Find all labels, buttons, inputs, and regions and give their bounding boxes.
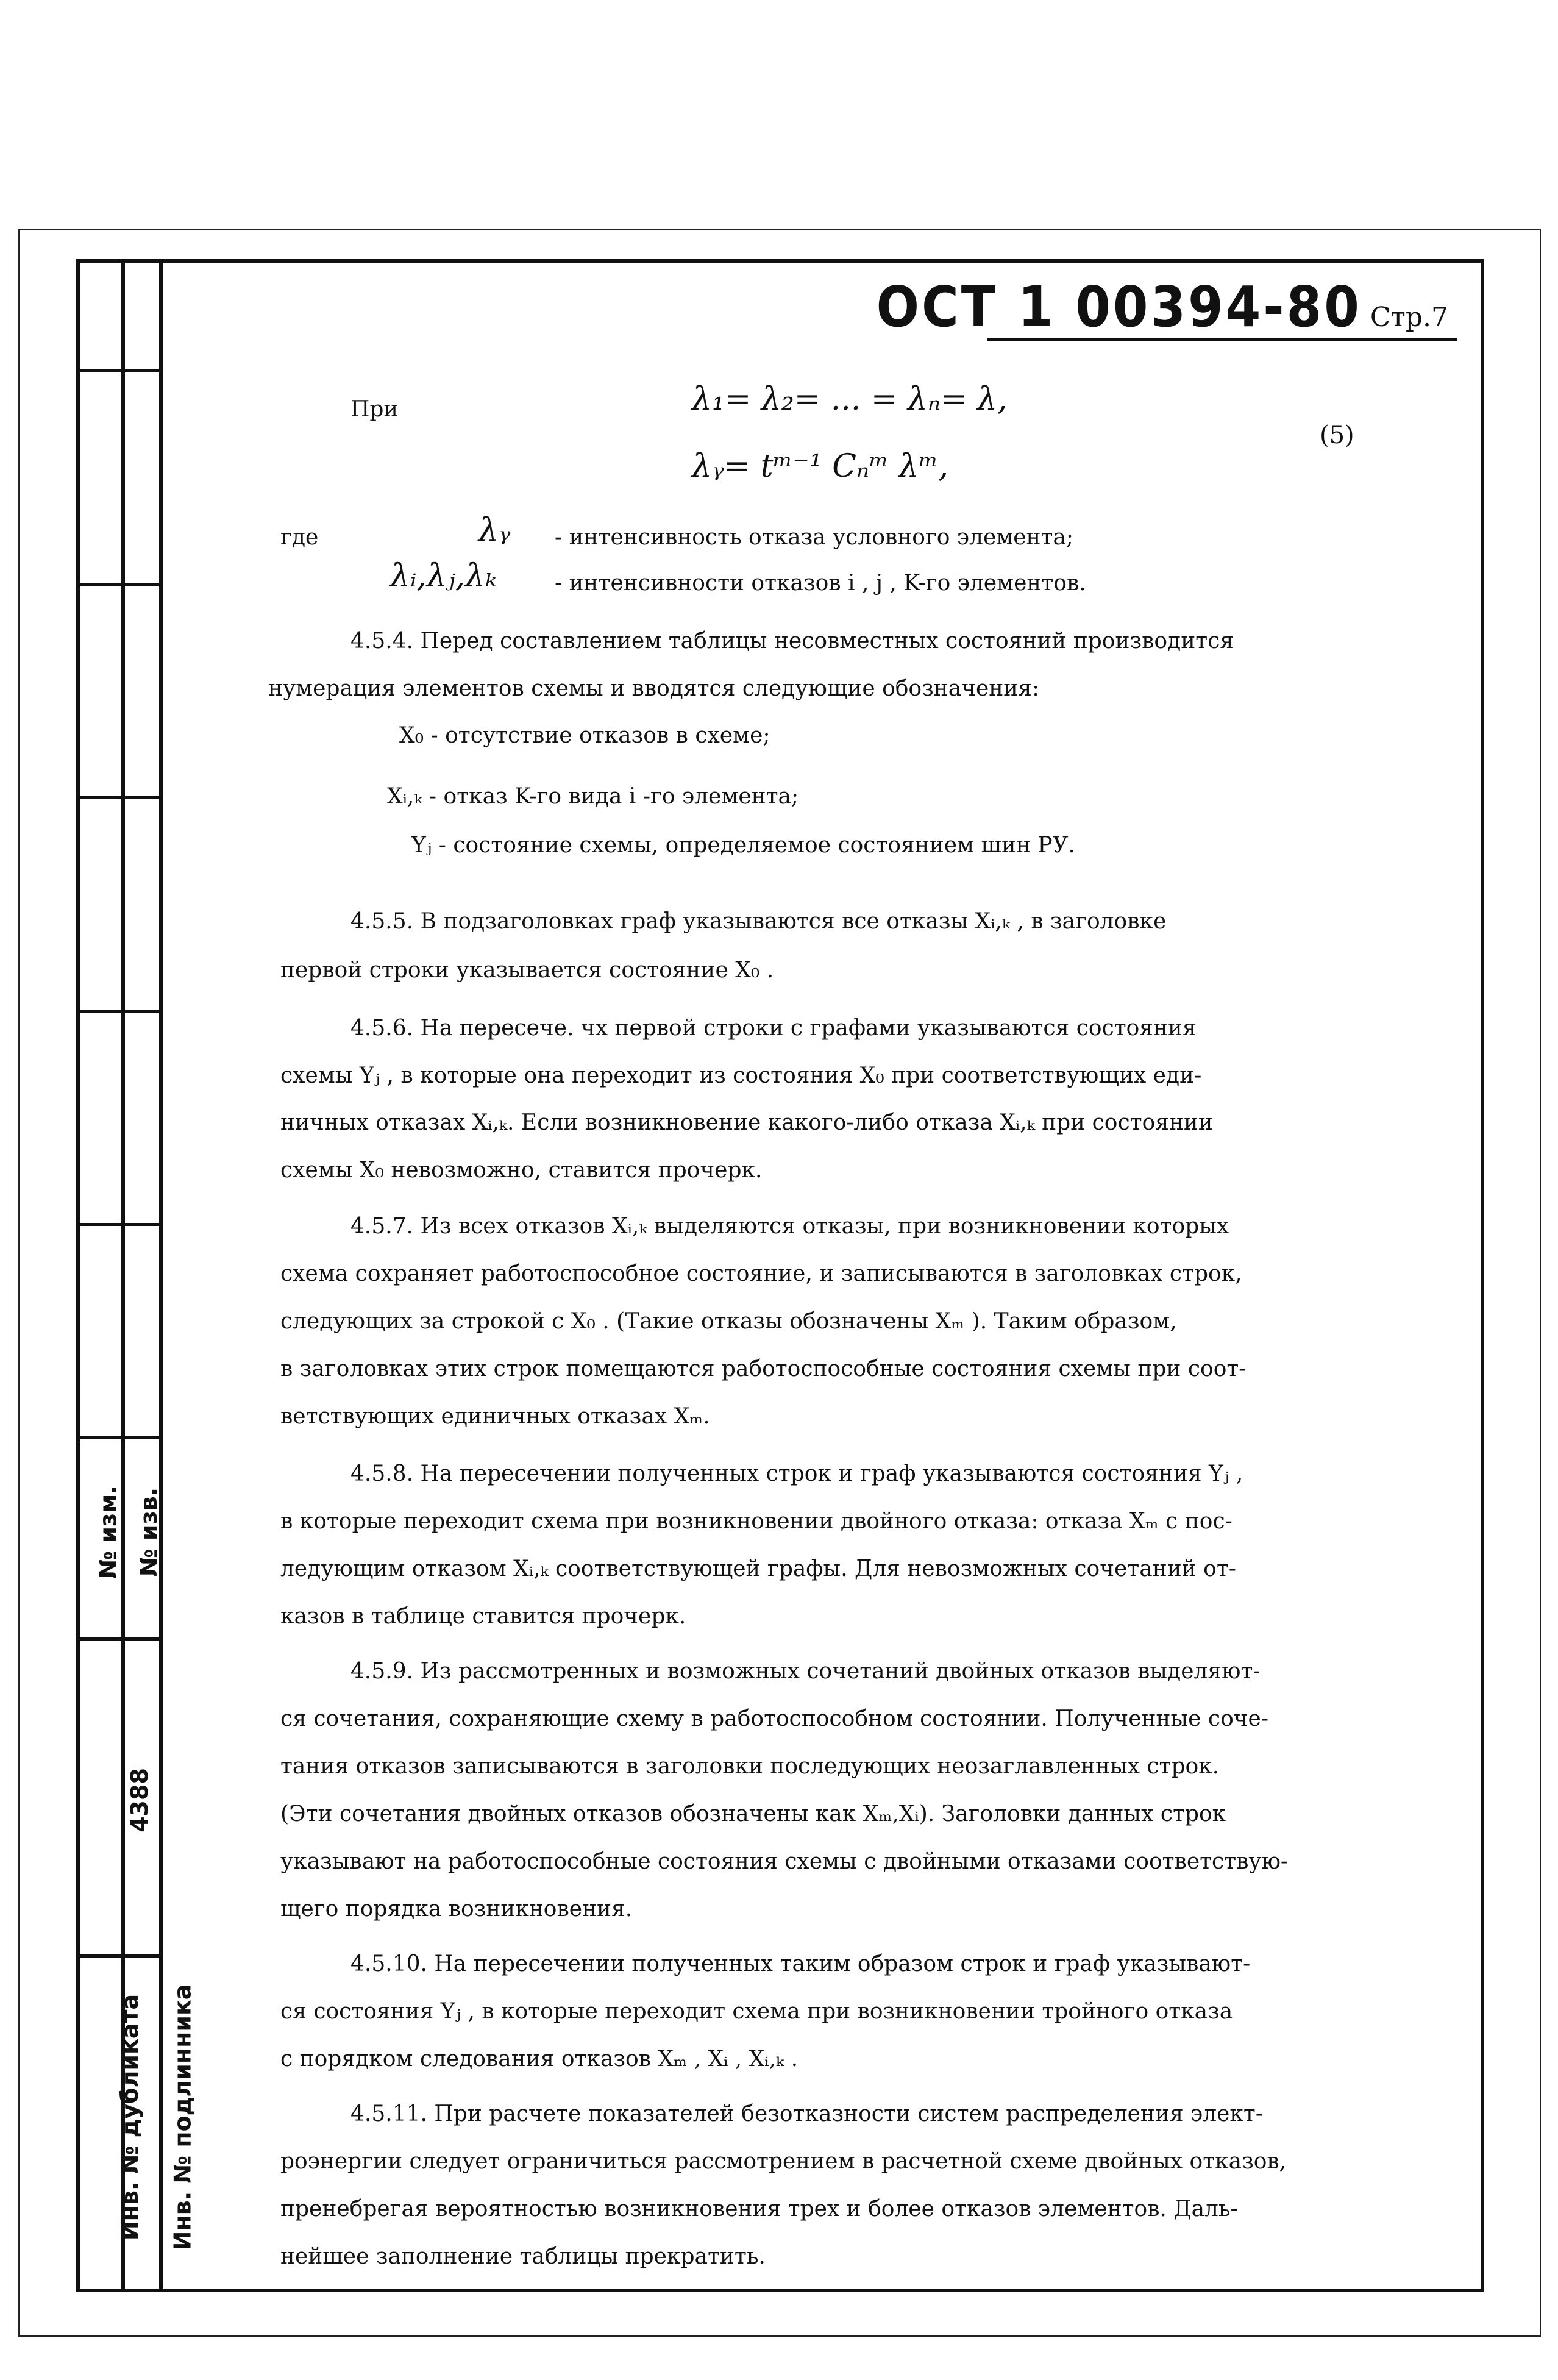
formula-number: (5) <box>1320 421 1354 449</box>
def1-symbol: λᵧ <box>478 512 511 549</box>
strip-line <box>80 1223 159 1226</box>
p458-line: ледующим отказом Xᵢ,ₖ соответствующей графы. Для невозможных сочетаний от- <box>280 1556 1236 1581</box>
def2-text: - интенсивности отказов i , j , K-го элементов. <box>555 571 1086 596</box>
strip-line <box>80 1436 159 1439</box>
page-number: Стр.7 <box>1370 302 1448 333</box>
document-header <box>877 274 1448 340</box>
p459-line: щего порядка возникновения. <box>280 1897 633 1922</box>
margin-stamp-strip <box>76 259 196 2292</box>
p4511-line: роэнергии следует ограничиться рассмотрением в расчетной схеме двойных отказов, <box>280 2149 1287 2174</box>
standard-code: ОСТ 1 00394-80 <box>876 274 1362 340</box>
inv-number: 4388 <box>126 1768 153 1833</box>
p454-line: нумерация элементов схемы и вводятся следующие обозначения: <box>268 676 1040 701</box>
p458-line: в которые переходит схема при возникновении двойного отказа: отказа Xₘ с пос- <box>280 1509 1233 1534</box>
p459-line: 4.5.9. Из рассмотренных и возможных сочетаний двойных отказов выделяют- <box>350 1659 1261 1684</box>
p4510-line: с порядком следования отказов Xₘ , Xᵢ , Xᵢ,ₖ . <box>280 2047 799 2072</box>
p4510-line: 4.5.10. На пересечении полученных таким образом строк и граф указывают- <box>350 1951 1251 1976</box>
strip-line <box>80 1010 159 1013</box>
strip-line <box>80 796 159 799</box>
strip-line <box>80 583 159 586</box>
p457-line: ветствующих единичных отказах Xₘ. <box>280 1404 710 1429</box>
header-rule <box>987 338 1457 341</box>
p459-line: (Эти сочетания двойных отказов обозначены как Xₘ,Xᵢ). Заголовки данных строк <box>280 1801 1226 1826</box>
p457-line: схема сохраняет работоспособное состояние, и записываются в заголовках строк, <box>280 1261 1242 1286</box>
p456-line: схемы Yⱼ , в которые она переходит из состояния X₀ при соответствующих еди- <box>280 1063 1202 1088</box>
p4511-line: пренебрегая вероятностью возникновения трех и более отказов элементов. Даль- <box>280 2197 1238 2221</box>
p454-def: X₀ - отсутствие отказов в схеме; <box>399 723 770 748</box>
p456-line: 4.5.6. На пересече. чх первой строки с графами указываются состояния <box>350 1016 1197 1041</box>
p459-line: тания отказов записываются в заголовки последующих неозаглавленных строк. <box>280 1754 1220 1779</box>
p455-line: первой строки указывается состояние X₀ . <box>280 958 774 983</box>
p459-line: указывают на работоспособные состояния схемы с двойными отказами соответствую- <box>280 1849 1289 1874</box>
p458-line: 4.5.8. На пересечении полученных строк и граф указываются состояния Yⱼ , <box>350 1461 1243 1486</box>
p458-line: казов в таблице ставится прочерк. <box>280 1604 686 1629</box>
p456-line: ничных отказах Xᵢ,ₖ. Если возникновение какого-либо отказа Xᵢ,ₖ при состоянии <box>280 1110 1213 1135</box>
p454-def: Xᵢ,ₖ - отказ K-го вида i -го элемента; <box>387 784 799 809</box>
p457-line: следующих за строкой с X₀ . (Такие отказы обозначены Xₘ ). Таким образом, <box>280 1309 1177 1334</box>
izm-label: № изм. <box>94 1485 122 1579</box>
p454-def: Yⱼ - состояние схемы, определяемое состоянием шин РУ. <box>411 833 1076 858</box>
formula-line-2: λᵧ= tᵐ⁻¹ Cₙᵐ λᵐ, <box>692 448 948 485</box>
strip-line <box>80 369 159 372</box>
def2-symbol: λᵢ,λⱼ,λₖ <box>390 558 497 594</box>
p454-line: 4.5.4. Перед составлением таблицы несовместных состояний производится <box>350 629 1234 654</box>
p455-line: 4.5.5. В подзаголовках граф указываются все отказы Xᵢ,ₖ , в заголовке <box>350 909 1167 934</box>
formula-intro: При <box>350 397 399 422</box>
strip-line <box>80 1954 159 1958</box>
p4511-line: нейшее заполнение таблицы прекратить. <box>280 2244 766 2269</box>
strip-divider <box>121 263 125 2289</box>
p457-line: 4.5.7. Из всех отказов Xᵢ,ₖ выделяются отказы, при возникновении которых <box>350 1214 1229 1239</box>
inv-podl-label: Инв. № подлинника <box>169 1984 196 2251</box>
strip-line <box>80 1637 159 1641</box>
where-label: где <box>280 525 319 550</box>
inv-dubl-label: Инв. № дубликата <box>116 1993 144 2241</box>
p457-line: в заголовках этих строк помещаются работоспособные состояния схемы при соот- <box>280 1356 1247 1381</box>
p4511-line: 4.5.11. При расчете показателей безотказности систем распределения элект- <box>350 2101 1263 2126</box>
p456-line: схемы X₀ невозможно, ставится прочерк. <box>280 1158 763 1183</box>
izv-label: № изв. <box>135 1487 163 1577</box>
p459-line: ся сочетания, сохраняющие схему в работоспособном состоянии. Полученные соче- <box>280 1706 1269 1731</box>
def1-text: - интенсивность отказа условного элемента; <box>555 525 1074 550</box>
p4510-line: ся состояния Yⱼ , в которые переходит схема при возникновении тройного отказа <box>280 1999 1233 2024</box>
formula-line-1: λ₁= λ₂= ... = λₙ= λ, <box>692 381 1008 418</box>
